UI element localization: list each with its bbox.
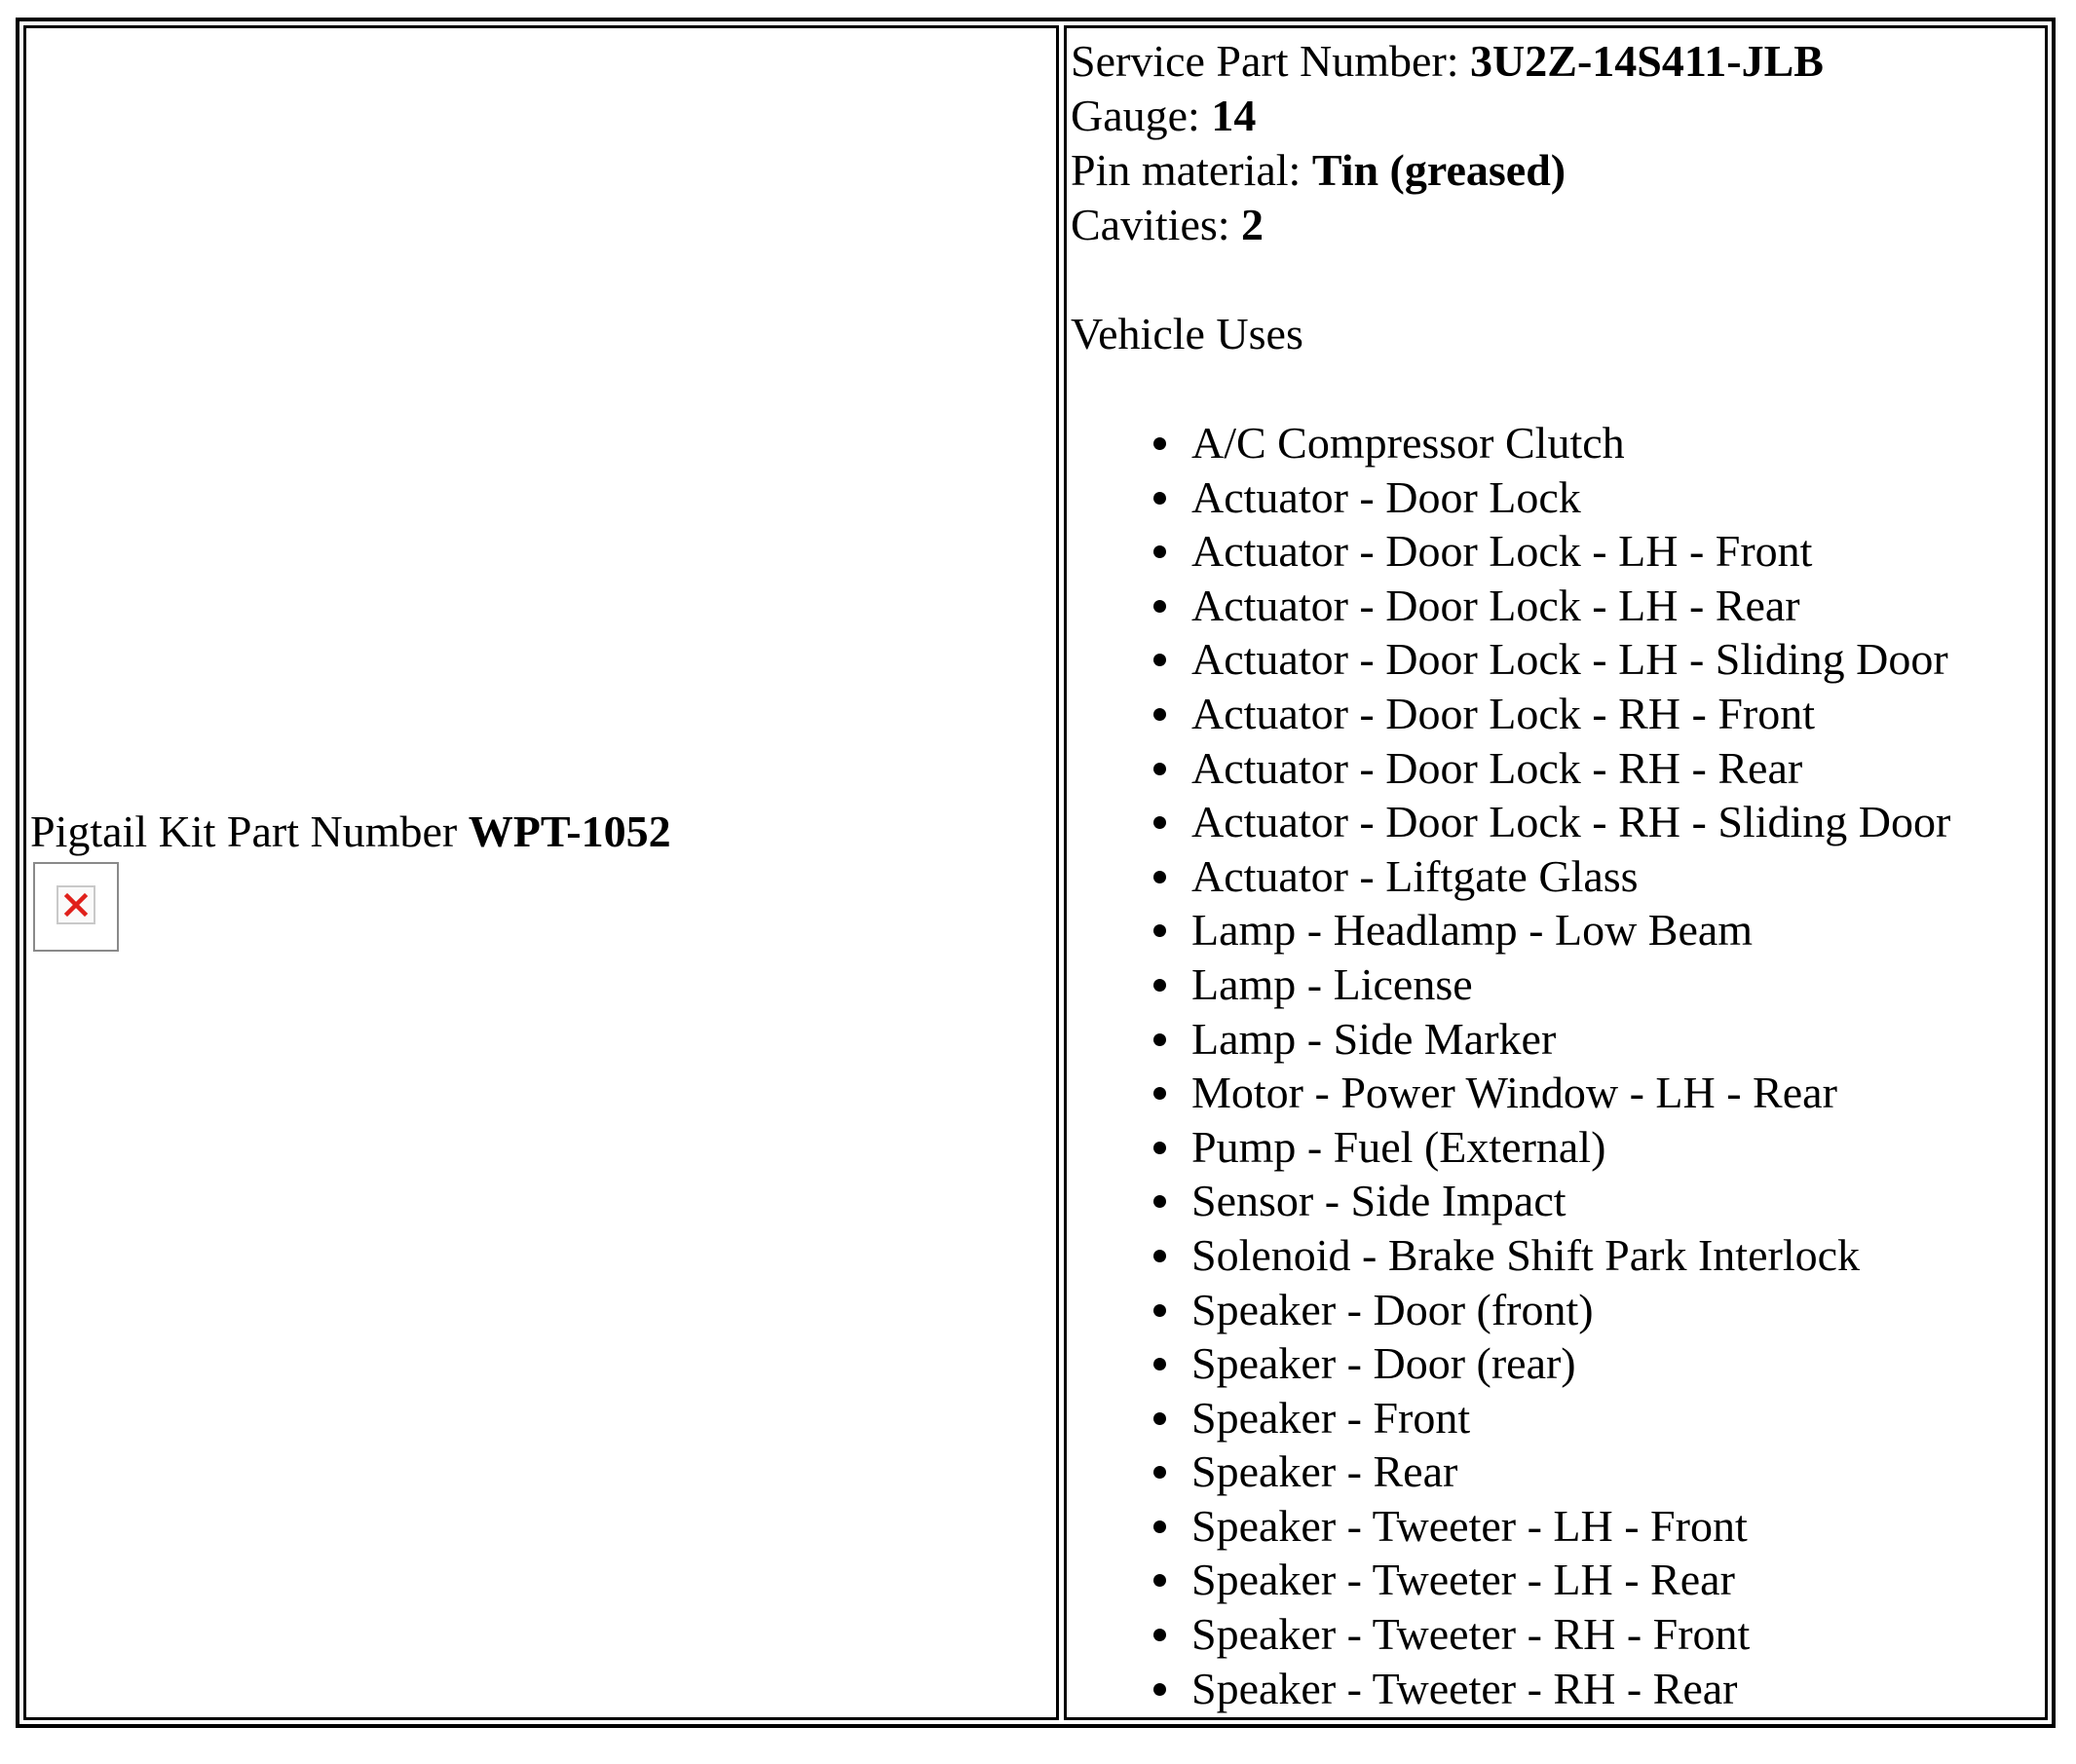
- list-item: [1071, 416, 2045, 470]
- cavities-line: [1071, 198, 2045, 252]
- list-item: [1071, 1499, 2045, 1554]
- bullet-icon: [1153, 1683, 1166, 1696]
- gauge-label: Gauge:: [1071, 91, 1212, 140]
- vehicle-use-label: Lamp - Side Marker: [1191, 1013, 1557, 1064]
- bullet-icon: [1153, 871, 1166, 883]
- vehicle-use-label: Speaker - Tweeter - LH - Rear: [1191, 1555, 1735, 1605]
- pin-material-line: [1071, 143, 2045, 198]
- vehicle-use-label: Sensor - Side Impact: [1191, 1176, 1566, 1226]
- pigtail-kit-line: [30, 806, 671, 858]
- pin-material-value: Tin (greased): [1311, 145, 1566, 195]
- bullet-icon: [1153, 1087, 1166, 1100]
- bullet-icon: [1153, 1250, 1166, 1262]
- pin-material-label: Pin material:: [1071, 145, 1312, 195]
- bullet-icon: [1153, 545, 1166, 558]
- broken-image-icon: [57, 885, 95, 924]
- list-item: [1071, 1120, 2045, 1175]
- bullet-icon: [1153, 600, 1166, 613]
- vehicle-use-label: Speaker - Rear: [1191, 1446, 1458, 1497]
- vehicle-use-label: Pump - Fuel (External): [1191, 1121, 1606, 1172]
- pigtail-kit-number: WPT-1052: [468, 807, 671, 856]
- gauge-value: 14: [1211, 91, 1257, 140]
- list-item: [1071, 1012, 2045, 1067]
- vehicle-use-label: Speaker - Tweeter - LH - Front: [1191, 1500, 1748, 1551]
- list-item: [1071, 1445, 2045, 1499]
- vehicle-use-label: Lamp - Headlamp - Low Beam: [1191, 905, 1754, 956]
- vehicle-use-label: Speaker - Front: [1191, 1392, 1471, 1443]
- vehicle-use-label: Speaker - Tweeter - RH - Rear: [1191, 1663, 1738, 1713]
- bullet-icon: [1153, 1142, 1166, 1154]
- list-item: [1071, 1607, 2045, 1662]
- vehicle-use-label: Solenoid - Brake Shift Park Interlock: [1191, 1229, 1861, 1280]
- bullet-icon: [1153, 708, 1166, 721]
- bullet-icon: [1153, 1629, 1166, 1641]
- bullet-icon: [1153, 924, 1166, 937]
- list-item: [1071, 579, 2045, 633]
- pigtail-kit-cell: [23, 25, 1059, 1720]
- vehicle-use-label: Lamp - License: [1191, 958, 1473, 1009]
- list-item: [1071, 1283, 2045, 1337]
- bullet-icon: [1153, 1033, 1166, 1046]
- vehicle-use-label: Actuator - Door Lock - LH - Sliding Door: [1191, 634, 1948, 685]
- list-item: [1071, 795, 2045, 849]
- list-item: [1071, 1066, 2045, 1120]
- list-item: [1071, 957, 2045, 1012]
- connector-details-cell: [1064, 25, 2048, 1720]
- bullet-icon: [1153, 492, 1166, 505]
- service-part-number-value: 3U2Z-14S411-JLB: [1470, 36, 1824, 86]
- list-item: [1071, 1553, 2045, 1607]
- pigtail-kit-block: [30, 806, 671, 858]
- pigtail-kit-label: Pigtail Kit Part Number: [30, 807, 469, 856]
- bullet-icon: [1153, 1195, 1166, 1208]
- list-item: [1071, 1336, 2045, 1391]
- cavities-label: Cavities:: [1071, 200, 1242, 249]
- bullet-icon: [1153, 437, 1166, 450]
- vehicle-uses-list: [1071, 416, 2045, 1715]
- list-item: [1071, 849, 2045, 904]
- bullet-icon: [1153, 1412, 1166, 1425]
- pigtail-image-placeholder: [33, 862, 119, 952]
- vehicle-uses-heading: Vehicle Uses: [1071, 309, 1303, 358]
- vehicle-use-label: Actuator - Door Lock - RH - Front: [1191, 688, 1816, 738]
- list-item: [1071, 632, 2045, 687]
- bullet-icon: [1153, 816, 1166, 829]
- vehicle-use-label: Motor - Power Window - LH - Rear: [1191, 1068, 1837, 1118]
- vehicle-use-label: Actuator - Liftgate Glass: [1191, 850, 1639, 901]
- bullet-icon: [1153, 1358, 1166, 1370]
- list-item: [1071, 903, 2045, 957]
- list-item: [1071, 1662, 2045, 1716]
- vehicle-use-label: Actuator - Door Lock - LH - Rear: [1191, 580, 1800, 630]
- bullet-icon: [1153, 654, 1166, 666]
- connector-table: [16, 18, 2056, 1728]
- list-item: [1071, 1174, 2045, 1228]
- connector-details: [1071, 34, 2045, 1715]
- list-item: [1071, 741, 2045, 796]
- list-item: [1071, 1391, 2045, 1445]
- service-part-number-line: [1071, 34, 2045, 89]
- vehicle-use-label: Actuator - Door Lock - RH - Rear: [1191, 742, 1803, 793]
- service-part-number-label: Service Part Number:: [1071, 36, 1471, 86]
- vehicle-use-label: Actuator - Door Lock - LH - Front: [1191, 526, 1813, 577]
- list-item: [1071, 687, 2045, 741]
- red-x-icon: [58, 887, 94, 922]
- vehicle-use-label: Actuator - Door Lock - RH - Sliding Door: [1191, 797, 1951, 847]
- list-item: [1071, 524, 2045, 579]
- bullet-icon: [1153, 1520, 1166, 1533]
- vehicle-use-label: Actuator - Door Lock: [1191, 471, 1581, 522]
- gauge-line: [1071, 89, 2045, 143]
- cavities-value: 2: [1241, 200, 1264, 249]
- bullet-icon: [1153, 1574, 1166, 1587]
- list-item: [1071, 1228, 2045, 1283]
- bullet-icon: [1153, 1466, 1166, 1479]
- vehicle-use-label: A/C Compressor Clutch: [1191, 418, 1625, 468]
- vehicle-use-label: Speaker - Door (rear): [1191, 1338, 1576, 1389]
- list-item: [1071, 470, 2045, 525]
- vehicle-use-label: Speaker - Tweeter - RH - Front: [1191, 1609, 1751, 1660]
- bullet-icon: [1153, 979, 1166, 992]
- bullet-icon: [1153, 763, 1166, 775]
- vehicle-use-label: Speaker - Door (front): [1191, 1284, 1594, 1334]
- bullet-icon: [1153, 1304, 1166, 1317]
